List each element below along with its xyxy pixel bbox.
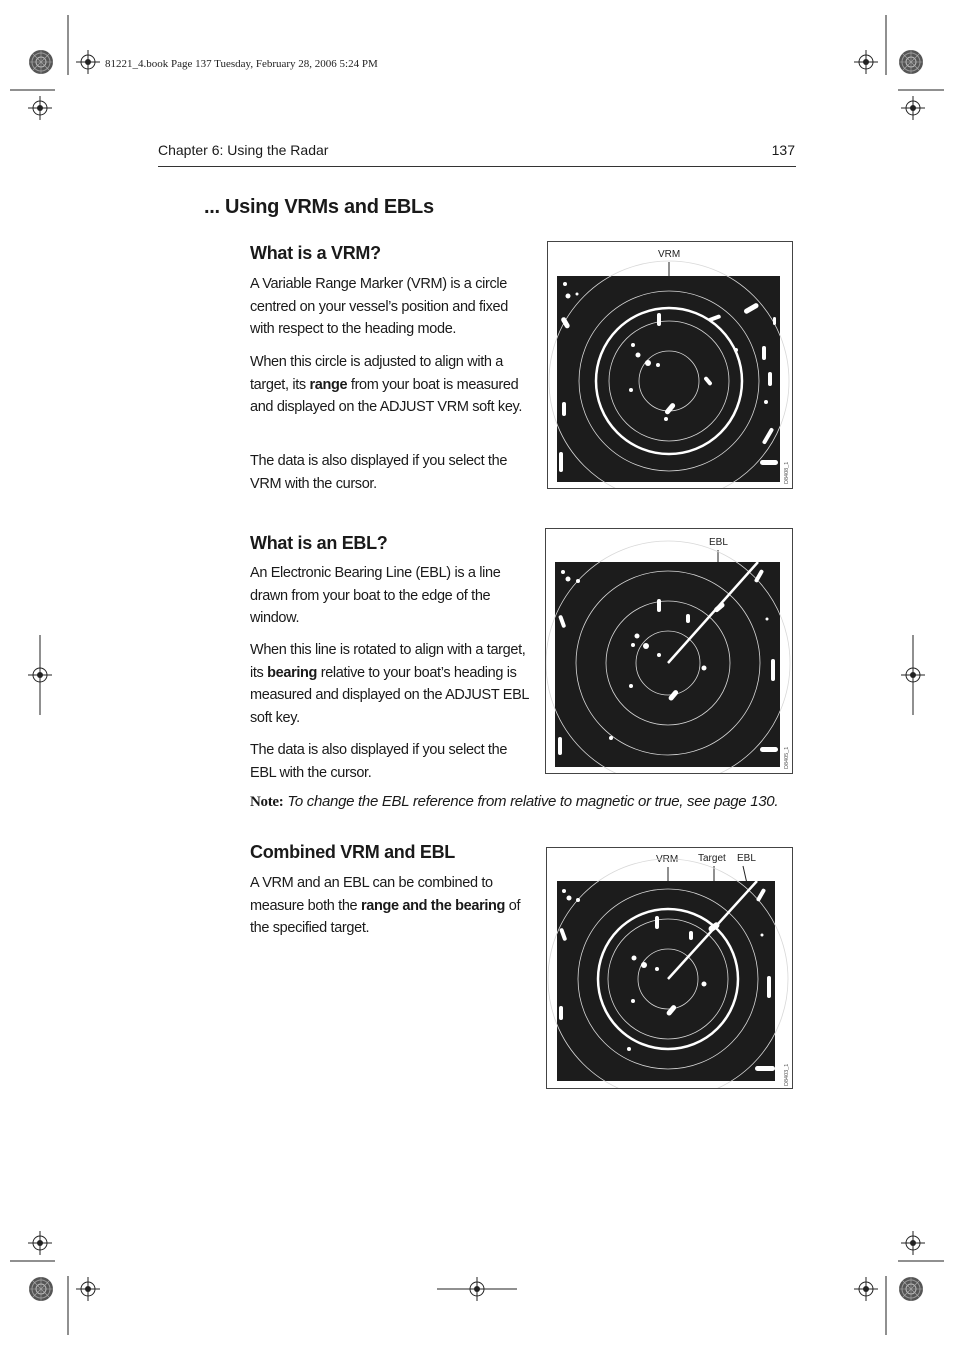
printer-slug: 81221_4.book Page 137 Tuesday, February 28, 2006 5:24 PM [105, 58, 378, 70]
page-number: 137 [771, 142, 795, 158]
bearing-emphasis: bearing [267, 664, 318, 681]
vrm-radar-display [549, 261, 789, 488]
combined-vrm-label: VRM [656, 854, 679, 865]
header-rule [158, 166, 796, 167]
vrm-paragraph-3: The data is also displayed if you select the VRM with the cursor. [250, 453, 508, 492]
ebl-heading: What is an EBL? [250, 533, 388, 553]
page-title: ... Using VRMs and EBLs [204, 196, 434, 218]
ebl-callout-label: EBL [709, 537, 728, 548]
ebl-figure [545, 528, 793, 774]
range-bearing-emphasis: range and the bearing [360, 897, 506, 914]
note [250, 793, 778, 811]
vrm-paragraph-2: When this circle is adjusted to align with a target, its range from your boat is measured and displayed on the ADJUST VRM soft key. [250, 354, 523, 415]
vrm-callout-label: VRM [658, 249, 681, 260]
vrm-figure-code: D8408_1 [784, 461, 790, 484]
combined-figure [546, 847, 793, 1089]
running-header-chapter: Chapter 6: Using the Radar [158, 142, 329, 158]
range-emphasis: range [309, 376, 348, 393]
combined-target-label: Target [698, 853, 726, 864]
vrm-paragraph-1: A Variable Range Marker (VRM) is a circle centred on your vessel’s position and fixed with respect to the heading mode. [250, 276, 508, 337]
ebl-paragraph-2: When this line is rotated to align with a target, its bearing relative to your boat’s heading is measured and displayed on the ADJUST EBL soft key. [250, 642, 529, 726]
combined-heading: Combined VRM and EBL [250, 842, 455, 862]
ebl-paragraph-1: An Electronic Bearing Line (EBL) is a line drawn from your boat to the edge of the window. [250, 565, 501, 626]
note-label: Note: [250, 794, 284, 810]
ebl-paragraph-3: The data is also displayed if you select the EBL with the cursor. [250, 742, 508, 781]
ebl-radar-display [546, 541, 790, 773]
combined-radar-display [548, 859, 788, 1088]
combined-ebl-label: EBL [737, 853, 756, 864]
vrm-figure [547, 241, 793, 489]
note-text: To change the EBL reference from relative to magnetic or true, see page 130. [287, 793, 779, 810]
vrm-heading: What is a VRM? [250, 243, 381, 263]
ebl-figure-code: D8405_1 [784, 746, 790, 769]
combined-paragraph-1: A VRM and an EBL can be combined to measure both the range and the bearing of the specified target. [250, 875, 521, 936]
combined-figure-code: D8403_1 [784, 1063, 790, 1086]
